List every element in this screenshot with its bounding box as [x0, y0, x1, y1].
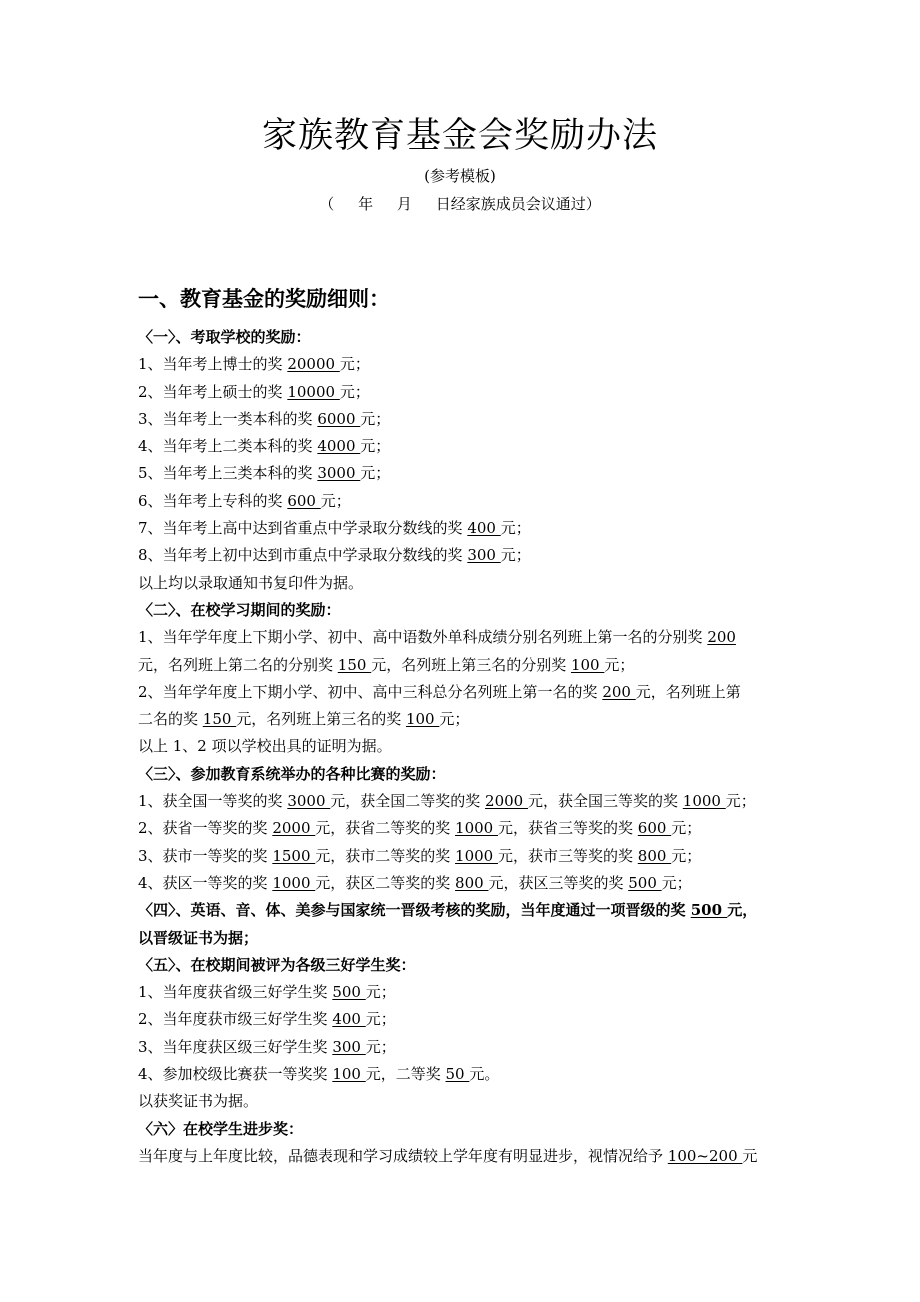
text-run: 元； — [365, 1037, 396, 1056]
amount-value: 6000 — [317, 409, 361, 428]
text-line — [138, 652, 788, 679]
text-run: 6、当年考上专科的奖 — [138, 491, 288, 510]
text-run: 元 — [742, 1146, 758, 1165]
text-line — [138, 570, 788, 597]
text-run: 元，获省二等奖的奖 — [315, 819, 456, 838]
text-run: 以上 1、2 项以学校出具的证明为据。 — [138, 737, 392, 756]
text-line — [138, 815, 788, 842]
text-run: 8、当年考上初中达到市重点中学录取分数线的奖 — [138, 546, 468, 565]
text-line — [138, 679, 788, 706]
text-run: 元，名列班上第二名的分别奖 — [138, 655, 338, 674]
amount-value: 3000 — [317, 464, 361, 483]
text-line — [138, 979, 788, 1006]
amount-value: 500 — [690, 901, 728, 920]
text-run: 元，获省三等奖的奖 — [498, 819, 638, 838]
text-run: 当年度与上年度比较，品德表现和学习成绩较上学年度有明显进步，视情况给予 — [138, 1146, 668, 1165]
text-line — [138, 433, 788, 460]
text-run: 二名的奖 — [138, 710, 203, 729]
text-run: 元； — [360, 464, 391, 483]
text-line — [138, 1006, 788, 1033]
subsection-heading — [138, 952, 788, 979]
text-line — [138, 406, 788, 433]
text-line — [138, 843, 788, 870]
text-line — [138, 1034, 788, 1061]
text-run: 元； — [339, 382, 370, 401]
text-run: 元； — [439, 710, 470, 729]
text-run: 元。 — [469, 1065, 500, 1084]
text-run: 〈六〉在校学生进步奖： — [138, 1119, 304, 1138]
text-line — [138, 542, 788, 569]
text-run: 2、获省一等奖的奖 — [138, 819, 273, 838]
text-run: 7、当年考上高中达到省重点中学录取分数线的奖 — [138, 519, 468, 538]
approval-dateline: （ 年 月 日经家族成员会议通过） — [319, 195, 601, 213]
amount-value: 300 — [467, 546, 501, 565]
amount-value: 600 — [287, 491, 321, 510]
text-line — [138, 1061, 788, 1088]
text-run: 2、当年度获市级三好学生奖 — [138, 1010, 333, 1029]
amount-value: 100 — [332, 1065, 366, 1084]
text-line — [138, 488, 788, 515]
text-line — [138, 624, 788, 651]
amount-value: 200 — [707, 628, 736, 647]
text-run: 元，名列班上第三名的奖 — [236, 710, 406, 729]
text-line — [138, 460, 788, 487]
text-run: 4、参加校级比赛获一等奖奖 — [138, 1065, 333, 1084]
text-run: 元，获全国三等奖的奖 — [528, 792, 683, 811]
amount-value: 100 — [570, 655, 605, 674]
subsection-heading — [138, 925, 788, 952]
amount-value: 150 — [202, 710, 237, 729]
text-run: 元； — [671, 846, 702, 865]
text-run: 以晋级证书为据； — [138, 928, 259, 947]
text-run: 3、当年考上一类本科的奖 — [138, 409, 318, 428]
text-line — [138, 1088, 788, 1115]
amount-value: 100~200 — [667, 1146, 743, 1165]
text-run: 1、当年学年度上下期小学、初中、高中语数外单科成绩分别名列班上第一名的分别奖 — [138, 628, 708, 647]
subsection-heading — [138, 597, 788, 624]
amount-value: 2000 — [272, 819, 316, 838]
text-run: 1、当年考上博士的奖 — [138, 355, 288, 374]
amount-value: 20000 — [287, 355, 340, 374]
amount-value: 1000 — [455, 819, 498, 838]
amount-value: 400 — [467, 519, 501, 538]
amount-value: 1000 — [682, 792, 726, 811]
text-run: 3、获市一等奖的奖 — [138, 846, 273, 865]
text-run: 4、获区一等奖的奖 — [138, 873, 273, 892]
section-heading: 一、教育基金的奖励细则： — [138, 286, 390, 311]
text-run: 元； — [365, 983, 396, 1002]
text-line — [138, 870, 788, 897]
text-run: 元； — [604, 655, 635, 674]
amount-value: 150 — [337, 655, 372, 674]
text-run: 2、当年考上硕士的奖 — [138, 382, 288, 401]
amount-value: 3000 — [287, 792, 331, 811]
text-run: 1、当年度获省级三好学生奖 — [138, 983, 333, 1002]
text-run: 元； — [360, 409, 391, 428]
amount-value: 200 — [602, 682, 636, 701]
text-run: 4、当年考上二类本科的奖 — [138, 437, 318, 456]
text-line — [138, 1143, 788, 1170]
amount-value: 10000 — [287, 382, 340, 401]
text-line — [138, 706, 788, 733]
text-line — [138, 788, 788, 815]
amount-value: 1500 — [272, 846, 316, 865]
text-line — [138, 379, 788, 406]
amount-value: 600 — [637, 819, 672, 838]
text-run: 元； — [661, 873, 692, 892]
text-run: 元，获区三等奖的奖 — [488, 873, 629, 892]
text-run: 元， — [727, 901, 758, 920]
text-run: 元； — [725, 792, 756, 811]
subsection-heading — [138, 324, 788, 351]
document-title: 家族教育基金会奖励办法 — [261, 116, 658, 156]
body-text — [138, 324, 788, 1170]
text-run: 元； — [339, 355, 370, 374]
text-run: 元，获市二等奖的奖 — [315, 846, 456, 865]
amount-value: 500 — [332, 983, 366, 1002]
subsection-heading — [138, 897, 788, 924]
amount-value: 400 — [332, 1010, 366, 1029]
amount-value: 1000 — [272, 873, 316, 892]
amount-value: 500 — [628, 873, 662, 892]
subsection-heading — [138, 1116, 788, 1143]
amount-value: 1000 — [455, 846, 498, 865]
text-run: 5、当年考上三类本科的奖 — [138, 464, 318, 483]
amount-value: 2000 — [485, 792, 528, 811]
text-run: 元，获市三等奖的奖 — [498, 846, 638, 865]
text-run: 元； — [320, 491, 351, 510]
text-run: 〈二〉、在校学习期间的奖励： — [138, 600, 341, 619]
text-line — [138, 351, 788, 378]
text-run: 元； — [360, 437, 391, 456]
subsection-heading — [138, 761, 788, 788]
text-run: 元； — [365, 1010, 396, 1029]
amount-value: 100 — [405, 710, 440, 729]
text-run: 元，二等奖 — [365, 1065, 446, 1084]
text-line — [138, 515, 788, 542]
text-run: 元，名列班上第三名的分别奖 — [371, 655, 571, 674]
text-run: 2、当年学年度上下期小学、初中、高中三科总分名列班上第一名的奖 — [138, 682, 603, 701]
amount-value: 50 — [445, 1065, 470, 1084]
amount-value: 4000 — [317, 437, 361, 456]
text-line — [138, 733, 788, 760]
text-run: 元，获全国二等奖的奖 — [330, 792, 486, 811]
text-run: 〈三〉、参加教育系统举办的各种比赛的奖励： — [138, 764, 446, 783]
text-run: 〈五〉、在校期间被评为各级三好学生奖： — [138, 955, 416, 974]
amount-value: 800 — [455, 873, 489, 892]
text-run: 元，获区二等奖的奖 — [315, 873, 456, 892]
text-run: 〈一〉、考取学校的奖励： — [138, 328, 311, 346]
text-run: 元； — [500, 546, 531, 565]
text-run: 〈四〉、英语、音、体、美参与国家统一晋级考核的奖励，当年度通过一项晋级的奖 — [138, 901, 691, 920]
amount-value: 300 — [332, 1037, 366, 1056]
text-run: 元，名列班上第 — [635, 682, 741, 701]
text-run: 1、获全国一等奖的奖 — [138, 792, 288, 811]
text-run: 元； — [671, 819, 702, 838]
amount-value: 800 — [637, 846, 672, 865]
text-run: 3、当年度获区级三好学生奖 — [138, 1037, 333, 1056]
text-run: 以上均以录取通知书复印件为据。 — [138, 573, 364, 592]
text-run: 元； — [500, 519, 531, 538]
document-subtitle: (参考模板) — [424, 167, 496, 185]
text-run: 以获奖证书为据。 — [138, 1092, 259, 1111]
